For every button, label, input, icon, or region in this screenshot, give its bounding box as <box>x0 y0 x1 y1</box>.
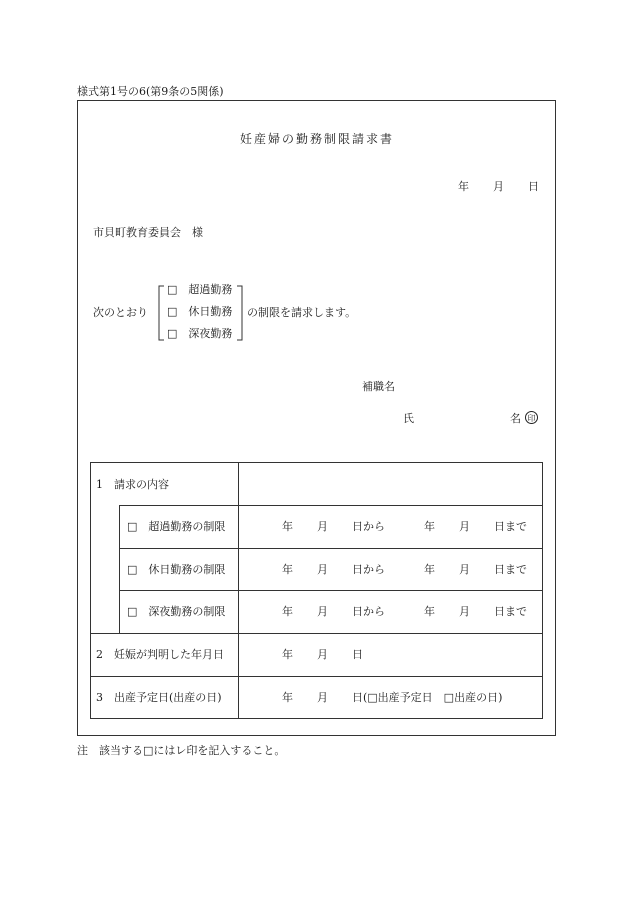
row2-day: 日 <box>352 648 363 661</box>
range-year-end: 年 <box>424 520 435 533</box>
form-title: 妊産婦の勤務制限請求書 <box>240 132 395 146</box>
range-year-end: 年 <box>424 605 435 618</box>
subrow-overtime-label: □ 超過勤務の制限 <box>127 520 226 533</box>
row3-year: 年 <box>282 691 293 704</box>
option-holiday: □ 休日勤務 <box>167 305 233 318</box>
left-bracket-icon <box>157 285 165 341</box>
row3-month: 月 <box>317 691 328 704</box>
range-year-end: 年 <box>424 563 435 576</box>
table-divider <box>90 676 543 677</box>
range-month-start: 月 <box>317 520 328 533</box>
table-divider <box>90 633 543 634</box>
table-divider <box>119 590 543 591</box>
name-second-char: 名 <box>510 412 521 425</box>
range-to: 日まで <box>494 520 527 533</box>
range-month-start: 月 <box>317 605 328 618</box>
footnote: 注 該当する□にはレ印を記入すること。 <box>77 744 286 757</box>
row2-label: 2 妊娠が判明した年月日 <box>96 648 224 661</box>
range-from: 日から <box>352 563 385 576</box>
range-month-start: 月 <box>317 563 328 576</box>
date-month: 月 <box>493 180 504 193</box>
range-year-start: 年 <box>282 520 293 533</box>
range-month-end: 月 <box>459 520 470 533</box>
form-reference: 様式第1号の6(第9条の5関係) <box>77 85 224 98</box>
seal-icon: 印 <box>525 411 538 424</box>
request-prefix: 次のとおり <box>93 306 148 319</box>
request-suffix: の制限を請求します。 <box>247 306 357 319</box>
row1-label: 1 請求の内容 <box>96 478 169 491</box>
range-from: 日から <box>352 605 385 618</box>
subrow-holiday-label: □ 休日勤務の制限 <box>127 563 226 576</box>
table-divider <box>119 548 543 549</box>
range-to: 日まで <box>494 605 527 618</box>
date-day: 日 <box>528 180 539 193</box>
table-divider <box>119 505 120 633</box>
subrow-night-label: □ 深夜勤務の制限 <box>127 605 226 618</box>
date-year: 年 <box>458 180 469 193</box>
post-label: 補職名 <box>362 380 395 393</box>
range-year-start: 年 <box>282 605 293 618</box>
range-from: 日から <box>352 520 385 533</box>
right-bracket-icon <box>236 285 244 341</box>
row2-month: 月 <box>317 648 328 661</box>
range-month-end: 月 <box>459 605 470 618</box>
name-first-char: 氏 <box>403 412 414 425</box>
table-divider <box>119 505 543 506</box>
addressee: 市貝町教育委員会 様 <box>93 226 203 239</box>
option-night: □ 深夜勤務 <box>167 327 233 340</box>
option-overtime: □ 超過勤務 <box>167 283 233 296</box>
range-year-start: 年 <box>282 563 293 576</box>
range-to: 日まで <box>494 563 527 576</box>
row3-label: 3 出産予定日(出産の日) <box>96 691 222 704</box>
row2-year: 年 <box>282 648 293 661</box>
row3-day-options: 日(□出産予定日 □出産の日) <box>352 691 503 704</box>
range-month-end: 月 <box>459 563 470 576</box>
